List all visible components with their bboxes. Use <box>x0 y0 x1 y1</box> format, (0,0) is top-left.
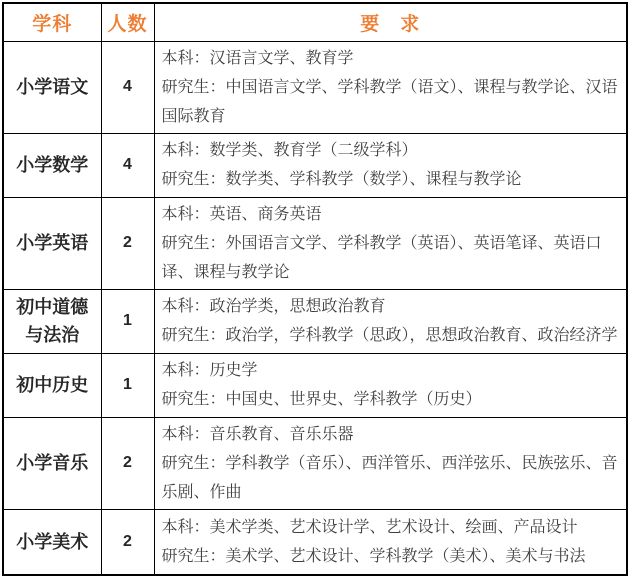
count-cell: 4 <box>101 41 154 133</box>
table-row <box>3 353 627 417</box>
graduate-requirement: 研究生：美术学、艺术设计、学科教学（美术）、美术与书法 <box>161 547 586 565</box>
undergrad-requirement: 本科：英语、商务英语 <box>161 205 322 223</box>
requirements-cell <box>154 41 627 133</box>
table-row <box>3 197 627 289</box>
column-header-requirements: 要 求 <box>154 3 627 41</box>
subject-cell: 小学音乐 <box>3 417 101 509</box>
count-cell: 2 <box>101 509 154 575</box>
graduate-requirement: 研究生：政治学，学科教学（思政），思想政治教育、政治经济学 <box>161 327 618 344</box>
count-cell: 2 <box>101 197 154 289</box>
undergrad-requirement: 本科：音乐教育、音乐乐器 <box>161 425 354 443</box>
undergrad-requirement: 本科：汉语言文学、教育学 <box>161 49 354 67</box>
undergrad-requirement: 本科：政治学类，思想政治教育 <box>161 298 386 315</box>
count-cell: 1 <box>101 289 154 353</box>
graduate-requirement: 研究生：中国史、世界史、学科教学（历史） <box>161 391 482 408</box>
subject-cell: 初中道德与法治 <box>3 289 101 353</box>
requirements-cell <box>154 197 627 289</box>
graduate-requirement: 研究生：学科教学（音乐）、西洋管乐、西洋弦乐、民族弦乐、音乐剧、作曲 <box>161 454 618 501</box>
subject-cell: 小学美术 <box>3 509 101 575</box>
requirements-cell <box>154 417 627 509</box>
subject-cell: 小学英语 <box>3 197 101 289</box>
subject-cell: 小学语文 <box>3 41 101 133</box>
subject-cell: 小学数学 <box>3 133 101 197</box>
table-row <box>3 417 627 509</box>
table-row <box>3 41 627 133</box>
graduate-requirement: 研究生：中国语言文学、学科教学（语文）、课程与教学论、汉语国际教育 <box>161 78 618 125</box>
recruitment-requirements-table <box>2 2 628 576</box>
count-cell: 1 <box>101 353 154 417</box>
table-row <box>3 133 627 197</box>
table-row <box>3 509 627 575</box>
graduate-requirement: 研究生：外国语言文学、学科教学（英语）、英语笔译、英语口译、课程与教学论 <box>161 234 602 281</box>
subject-cell: 初中历史 <box>3 353 101 417</box>
count-cell: 4 <box>101 133 154 197</box>
table-header-row <box>3 3 627 41</box>
graduate-requirement: 研究生：数学类、学科教学（数学）、课程与教学论 <box>161 171 522 188</box>
undergrad-requirement: 本科：美术学类、艺术设计学、艺术设计、绘画、产品设计 <box>161 518 578 536</box>
count-cell: 2 <box>101 417 154 509</box>
undergrad-requirement: 本科：历史学 <box>161 362 258 379</box>
requirements-cell <box>154 289 627 353</box>
column-header-count: 人数 <box>101 3 154 41</box>
requirements-cell <box>154 509 627 575</box>
column-header-subject: 学科 <box>3 3 101 41</box>
undergrad-requirement: 本科：数学类、教育学（二级学科） <box>161 142 418 159</box>
requirements-cell <box>154 133 627 197</box>
table-row <box>3 289 627 353</box>
requirements-cell <box>154 353 627 417</box>
